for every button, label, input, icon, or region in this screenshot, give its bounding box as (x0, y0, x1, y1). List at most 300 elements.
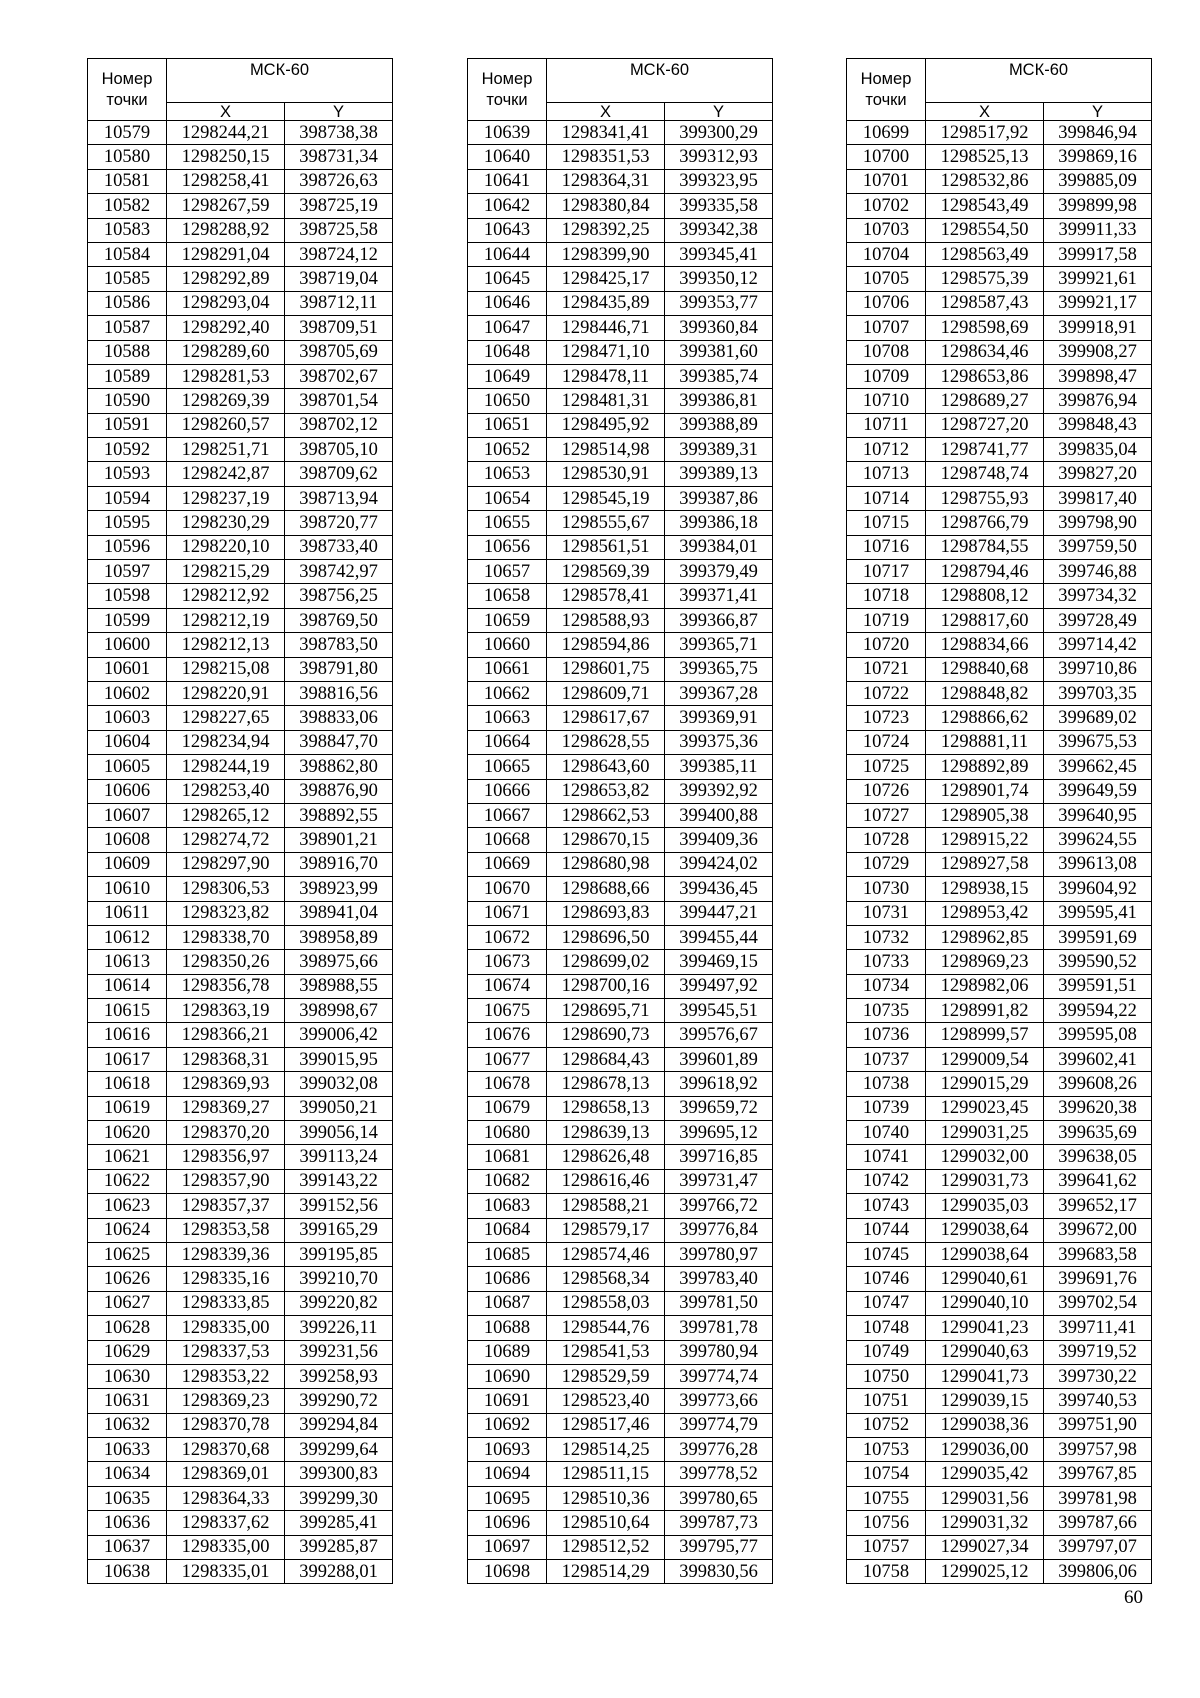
x-coordinate-cell: 1299025,12 (926, 1560, 1044, 1584)
x-coordinate-cell: 1298678,13 (547, 1072, 665, 1096)
y-coordinate-cell: 398756,25 (285, 584, 393, 608)
y-coordinate-cell: 399620,38 (1044, 1096, 1152, 1120)
y-coordinate-cell: 398702,12 (285, 413, 393, 437)
y-coordinate-cell: 399576,67 (665, 1023, 773, 1047)
y-coordinate-cell: 399384,01 (665, 535, 773, 559)
x-coordinate-cell: 1298356,78 (167, 974, 285, 998)
x-coordinate-cell: 1298514,29 (547, 1560, 665, 1584)
x-coordinate-cell: 1298297,90 (167, 852, 285, 876)
y-coordinate-cell: 399780,94 (665, 1340, 773, 1364)
y-coordinate-cell: 398719,04 (285, 267, 393, 291)
x-coordinate-cell: 1298575,39 (926, 267, 1044, 291)
x-coordinate-cell: 1298339,36 (167, 1242, 285, 1266)
y-coordinate-cell: 399787,73 (665, 1511, 773, 1535)
x-coordinate-cell: 1298265,12 (167, 803, 285, 827)
table-row (468, 1121, 773, 1145)
y-coordinate-cell: 399921,17 (1044, 291, 1152, 315)
point-number-cell: 10664 (468, 730, 547, 754)
table-row (88, 169, 393, 193)
table-row (847, 340, 1152, 364)
x-coordinate-cell: 1298335,01 (167, 1560, 285, 1584)
table-row (88, 316, 393, 340)
coord-system-header: МСК-60 (547, 59, 773, 103)
table-body (847, 121, 1152, 1584)
point-number-cell: 10681 (468, 1145, 547, 1169)
table-row (88, 657, 393, 681)
point-number-cell: 10647 (468, 316, 547, 340)
point-number-cell: 10589 (88, 364, 167, 388)
y-coordinate-cell: 399759,50 (1044, 535, 1152, 559)
point-number-cell: 10741 (847, 1145, 926, 1169)
x-coordinate-cell: 1298220,91 (167, 681, 285, 705)
y-coordinate-cell: 399258,93 (285, 1364, 393, 1388)
y-coordinate-cell: 399335,58 (665, 194, 773, 218)
x-coordinate-cell: 1298357,90 (167, 1169, 285, 1193)
point-number-cell: 10604 (88, 730, 167, 754)
point-number-cell: 10587 (88, 316, 167, 340)
table-row (468, 194, 773, 218)
point-number-cell: 10688 (468, 1316, 547, 1340)
point-number-cell: 10637 (88, 1535, 167, 1559)
table-row (88, 755, 393, 779)
coordinates-table-2 (467, 58, 773, 1584)
point-number-cell: 10718 (847, 584, 926, 608)
y-coordinate-cell: 399113,24 (285, 1145, 393, 1169)
table-row (468, 779, 773, 803)
y-coordinate-cell: 399220,82 (285, 1291, 393, 1315)
table-row (88, 681, 393, 705)
y-coordinate-cell: 399210,70 (285, 1267, 393, 1291)
point-number-cell: 10636 (88, 1511, 167, 1535)
point-number-cell: 10666 (468, 779, 547, 803)
y-coordinate-cell: 399917,58 (1044, 242, 1152, 266)
y-coordinate-cell: 399921,61 (1044, 267, 1152, 291)
y-coordinate-cell: 399365,71 (665, 633, 773, 657)
table-row (847, 950, 1152, 974)
table-row (468, 169, 773, 193)
y-coordinate-cell: 399469,15 (665, 950, 773, 974)
point-number-cell: 10755 (847, 1486, 926, 1510)
point-number-cell: 10691 (468, 1389, 547, 1413)
y-coordinate-cell: 399746,88 (1044, 560, 1152, 584)
point-number-cell: 10642 (468, 194, 547, 218)
point-number-cell: 10662 (468, 681, 547, 705)
y-coordinate-cell: 398733,40 (285, 535, 393, 559)
x-coordinate-cell: 1298517,46 (547, 1413, 665, 1437)
table-row (847, 852, 1152, 876)
table-row (847, 291, 1152, 315)
y-coordinate-cell: 398769,50 (285, 608, 393, 632)
table-row (847, 1121, 1152, 1145)
table-row (88, 1438, 393, 1462)
y-coordinate-cell: 399734,32 (1044, 584, 1152, 608)
y-coordinate-cell: 399757,98 (1044, 1438, 1152, 1462)
table-row (847, 779, 1152, 803)
y-coordinate-cell: 399497,92 (665, 974, 773, 998)
table-row (468, 121, 773, 145)
x-coordinate-cell: 1298693,83 (547, 901, 665, 925)
point-number-cell: 10715 (847, 511, 926, 535)
point-number-cell: 10738 (847, 1072, 926, 1096)
point-number-cell: 10674 (468, 974, 547, 998)
x-coordinate-cell: 1298748,74 (926, 462, 1044, 486)
point-number-cell: 10677 (468, 1047, 547, 1071)
y-coordinate-cell: 398724,12 (285, 242, 393, 266)
table-row (847, 169, 1152, 193)
x-coordinate-cell: 1299036,00 (926, 1438, 1044, 1462)
table-row (847, 194, 1152, 218)
x-coordinate-cell: 1298517,92 (926, 121, 1044, 145)
x-coordinate-cell: 1298337,53 (167, 1340, 285, 1364)
x-coordinate-cell: 1298227,65 (167, 706, 285, 730)
x-coordinate-cell: 1298478,11 (547, 364, 665, 388)
point-number-cell: 10673 (468, 950, 547, 974)
table-row (88, 608, 393, 632)
y-coordinate-cell: 399710,86 (1044, 657, 1152, 681)
table-row (468, 1438, 773, 1462)
y-coordinate-cell: 398998,67 (285, 999, 393, 1023)
y-coordinate-cell: 399783,40 (665, 1267, 773, 1291)
y-coordinate-cell: 399602,41 (1044, 1047, 1152, 1071)
point-number-cell: 10694 (468, 1462, 547, 1486)
y-coordinate-cell: 398958,89 (285, 925, 393, 949)
table-row (468, 291, 773, 315)
table-row (468, 1535, 773, 1559)
x-coordinate-cell: 1298568,34 (547, 1267, 665, 1291)
point-number-cell: 10696 (468, 1511, 547, 1535)
x-coordinate-cell: 1298626,48 (547, 1145, 665, 1169)
table-row (468, 999, 773, 1023)
x-coordinate-cell: 1298237,19 (167, 486, 285, 510)
point-number-cell: 10616 (88, 1023, 167, 1047)
x-coordinate-cell: 1298569,39 (547, 560, 665, 584)
point-number-cell: 10586 (88, 291, 167, 315)
table-row (847, 1486, 1152, 1510)
y-coordinate-cell: 399846,94 (1044, 121, 1152, 145)
y-coordinate-cell: 399781,98 (1044, 1486, 1152, 1510)
point-number-cell: 10626 (88, 1267, 167, 1291)
table-row (468, 1462, 773, 1486)
table-row (88, 1072, 393, 1096)
x-coordinate-cell: 1298848,82 (926, 681, 1044, 705)
point-number-cell: 10725 (847, 755, 926, 779)
x-coordinate-cell: 1298689,27 (926, 389, 1044, 413)
table-row (468, 706, 773, 730)
point-number-cell: 10608 (88, 828, 167, 852)
table-row (88, 1462, 393, 1486)
x-coordinate-cell: 1298658,13 (547, 1096, 665, 1120)
point-number-cell: 10682 (468, 1169, 547, 1193)
x-coordinate-cell: 1298258,41 (167, 169, 285, 193)
x-coordinate-cell: 1298288,92 (167, 218, 285, 242)
point-number-cell: 10632 (88, 1413, 167, 1437)
point-number-cell: 10671 (468, 901, 547, 925)
table-row (88, 1511, 393, 1535)
x-coordinate-cell: 1298628,55 (547, 730, 665, 754)
table-body (468, 121, 773, 1584)
x-coordinate-cell: 1298510,64 (547, 1511, 665, 1535)
table-row (88, 389, 393, 413)
point-number-cell: 10649 (468, 364, 547, 388)
point-number-cell: 10661 (468, 657, 547, 681)
table-row (468, 1340, 773, 1364)
y-coordinate-cell: 399350,12 (665, 267, 773, 291)
x-coordinate-cell: 1298281,53 (167, 364, 285, 388)
table-row (468, 755, 773, 779)
y-coordinate-cell: 399641,62 (1044, 1169, 1152, 1193)
table-row (468, 681, 773, 705)
point-number-cell: 10635 (88, 1486, 167, 1510)
x-coordinate-cell: 1298512,52 (547, 1535, 665, 1559)
point-number-cell: 10660 (468, 633, 547, 657)
table-row (88, 1218, 393, 1242)
point-number-cell: 10689 (468, 1340, 547, 1364)
table-row (847, 413, 1152, 437)
table-row (468, 828, 773, 852)
point-number-cell: 10737 (847, 1047, 926, 1071)
point-number-cell: 10711 (847, 413, 926, 437)
table-row (88, 242, 393, 266)
y-coordinate-cell: 399774,79 (665, 1413, 773, 1437)
point-number-cell: 10749 (847, 1340, 926, 1364)
table-row (468, 1242, 773, 1266)
y-column-header: Y (285, 103, 393, 121)
y-coordinate-cell: 399908,27 (1044, 340, 1152, 364)
point-number-cell: 10709 (847, 364, 926, 388)
x-coordinate-cell: 1299027,34 (926, 1535, 1044, 1559)
y-coordinate-cell: 398720,77 (285, 511, 393, 535)
table-row (468, 340, 773, 364)
y-coordinate-cell: 398816,56 (285, 681, 393, 705)
x-coordinate-cell: 1298351,53 (547, 145, 665, 169)
table-row (468, 657, 773, 681)
table-row (847, 486, 1152, 510)
table-row (88, 1267, 393, 1291)
x-column-header: X (167, 103, 285, 121)
y-coordinate-cell: 399595,08 (1044, 1023, 1152, 1047)
point-number-cell: 10591 (88, 413, 167, 437)
table-row (88, 877, 393, 901)
y-coordinate-cell: 399032,08 (285, 1072, 393, 1096)
y-coordinate-cell: 399918,91 (1044, 316, 1152, 340)
table-row (468, 1145, 773, 1169)
x-coordinate-cell: 1298481,31 (547, 389, 665, 413)
x-coordinate-cell: 1298881,11 (926, 730, 1044, 754)
point-number-cell: 10623 (88, 1194, 167, 1218)
x-coordinate-cell: 1298251,71 (167, 438, 285, 462)
table-row (88, 1291, 393, 1315)
x-coordinate-cell: 1298399,90 (547, 242, 665, 266)
coord-system-header: МСК-60 (167, 59, 393, 103)
point-number-cell: 10670 (468, 877, 547, 901)
x-coordinate-cell: 1298323,82 (167, 901, 285, 925)
x-coordinate-cell: 1298511,15 (547, 1462, 665, 1486)
x-coordinate-cell: 1299038,36 (926, 1413, 1044, 1437)
y-coordinate-cell: 399385,74 (665, 364, 773, 388)
point-number-cell: 10747 (847, 1291, 926, 1315)
y-coordinate-cell: 399613,08 (1044, 852, 1152, 876)
y-coordinate-cell: 399719,52 (1044, 1340, 1152, 1364)
y-coordinate-cell: 399806,06 (1044, 1560, 1152, 1584)
point-number-cell: 10748 (847, 1316, 926, 1340)
x-coordinate-cell: 1298561,51 (547, 535, 665, 559)
x-coordinate-cell: 1298212,19 (167, 608, 285, 632)
y-coordinate-cell: 398738,38 (285, 121, 393, 145)
x-coordinate-cell: 1298544,76 (547, 1316, 665, 1340)
x-coordinate-cell: 1298269,39 (167, 389, 285, 413)
y-coordinate-cell: 399703,35 (1044, 681, 1152, 705)
y-coordinate-cell: 399638,05 (1044, 1145, 1152, 1169)
y-coordinate-cell: 399447,21 (665, 901, 773, 925)
y-coordinate-cell: 399798,90 (1044, 511, 1152, 535)
point-number-cell: 10683 (468, 1194, 547, 1218)
point-number-cell: 10669 (468, 852, 547, 876)
x-coordinate-cell: 1298369,23 (167, 1389, 285, 1413)
y-coordinate-cell: 399386,81 (665, 389, 773, 413)
point-number-header: Номер точки (88, 59, 167, 121)
table-row (88, 560, 393, 584)
point-number-cell: 10615 (88, 999, 167, 1023)
page-number: 60 (1124, 1587, 1143, 1608)
point-number-cell: 10602 (88, 681, 167, 705)
point-number-cell: 10679 (468, 1096, 547, 1120)
table-row (847, 560, 1152, 584)
table-row (88, 535, 393, 559)
table-row (468, 364, 773, 388)
point-number-cell: 10651 (468, 413, 547, 437)
table-row (847, 803, 1152, 827)
y-coordinate-cell: 399776,28 (665, 1438, 773, 1462)
y-coordinate-cell: 398923,99 (285, 877, 393, 901)
table-row (847, 389, 1152, 413)
point-number-cell: 10684 (468, 1218, 547, 1242)
y-coordinate-cell: 398701,54 (285, 389, 393, 413)
table-row (88, 706, 393, 730)
table-row (468, 218, 773, 242)
y-coordinate-cell: 399781,78 (665, 1316, 773, 1340)
y-coordinate-cell: 399379,49 (665, 560, 773, 584)
y-coordinate-cell: 399827,20 (1044, 462, 1152, 486)
point-number-cell: 10594 (88, 486, 167, 510)
x-coordinate-cell: 1298927,58 (926, 852, 1044, 876)
point-number-cell: 10640 (468, 145, 547, 169)
y-column-header: Y (1044, 103, 1152, 121)
y-coordinate-cell: 399876,94 (1044, 389, 1152, 413)
y-coordinate-cell: 399780,97 (665, 1242, 773, 1266)
table-row (88, 413, 393, 437)
point-number-cell: 10708 (847, 340, 926, 364)
y-coordinate-cell: 399152,56 (285, 1194, 393, 1218)
x-coordinate-cell: 1298244,21 (167, 121, 285, 145)
y-coordinate-cell: 399300,83 (285, 1462, 393, 1486)
x-coordinate-cell: 1298680,98 (547, 852, 665, 876)
table-row (88, 291, 393, 315)
table-row (88, 1194, 393, 1218)
x-coordinate-cell: 1298335,16 (167, 1267, 285, 1291)
point-number-cell: 10710 (847, 389, 926, 413)
point-number-cell: 10654 (468, 486, 547, 510)
table-row (88, 828, 393, 852)
x-coordinate-cell: 1298588,93 (547, 608, 665, 632)
x-coordinate-cell: 1299031,56 (926, 1486, 1044, 1510)
point-number-cell: 10728 (847, 828, 926, 852)
point-number-cell: 10582 (88, 194, 167, 218)
table-row (468, 1511, 773, 1535)
table-row (468, 267, 773, 291)
y-coordinate-cell: 399195,85 (285, 1242, 393, 1266)
point-number-cell: 10751 (847, 1389, 926, 1413)
x-coordinate-cell: 1298292,89 (167, 267, 285, 291)
y-coordinate-cell: 398712,11 (285, 291, 393, 315)
x-coordinate-cell: 1298588,21 (547, 1194, 665, 1218)
table-row (88, 901, 393, 925)
y-coordinate-cell: 399312,93 (665, 145, 773, 169)
y-coordinate-cell: 399226,11 (285, 1316, 393, 1340)
point-number-cell: 10601 (88, 657, 167, 681)
y-coordinate-cell: 399436,45 (665, 877, 773, 901)
y-coordinate-cell: 399689,02 (1044, 706, 1152, 730)
table-row (847, 755, 1152, 779)
x-coordinate-cell: 1299041,73 (926, 1364, 1044, 1388)
point-number-cell: 10717 (847, 560, 926, 584)
table-row (88, 486, 393, 510)
point-number-cell: 10701 (847, 169, 926, 193)
point-number-cell: 10719 (847, 608, 926, 632)
point-number-cell: 10584 (88, 242, 167, 266)
y-coordinate-cell: 399299,30 (285, 1486, 393, 1510)
x-coordinate-cell: 1298291,04 (167, 242, 285, 266)
point-number-cell: 10698 (468, 1560, 547, 1584)
x-coordinate-cell: 1299031,25 (926, 1121, 1044, 1145)
point-number-cell: 10731 (847, 901, 926, 925)
table-row (88, 364, 393, 388)
y-coordinate-cell: 398876,90 (285, 779, 393, 803)
table-row (847, 1242, 1152, 1266)
point-number-cell: 10590 (88, 389, 167, 413)
point-number-cell: 10729 (847, 852, 926, 876)
table-row (847, 1023, 1152, 1047)
table-row (468, 535, 773, 559)
point-number-cell: 10592 (88, 438, 167, 462)
table-row (847, 1145, 1152, 1169)
point-number-cell: 10705 (847, 267, 926, 291)
point-number-cell: 10668 (468, 828, 547, 852)
y-coordinate-cell: 399385,11 (665, 755, 773, 779)
table-row (468, 438, 773, 462)
point-number-cell: 10659 (468, 608, 547, 632)
table-row (847, 828, 1152, 852)
y-coordinate-cell: 398862,80 (285, 755, 393, 779)
point-number-cell: 10730 (847, 877, 926, 901)
y-coordinate-cell: 399290,72 (285, 1389, 393, 1413)
coordinates-table-3 (846, 58, 1152, 1584)
y-coordinate-cell: 399797,07 (1044, 1535, 1152, 1559)
y-coordinate-cell: 399766,72 (665, 1194, 773, 1218)
x-coordinate-cell: 1298999,57 (926, 1023, 1044, 1047)
point-number-cell: 10739 (847, 1096, 926, 1120)
table-row (88, 584, 393, 608)
table-row (88, 1413, 393, 1437)
x-column-header: X (926, 103, 1044, 121)
x-coordinate-cell: 1298392,25 (547, 218, 665, 242)
table-row (88, 1047, 393, 1071)
table-row (847, 608, 1152, 632)
y-coordinate-cell: 399899,98 (1044, 194, 1152, 218)
table-row (847, 1096, 1152, 1120)
point-number-cell: 10593 (88, 462, 167, 486)
point-number-cell: 10629 (88, 1340, 167, 1364)
x-coordinate-cell: 1298953,42 (926, 901, 1044, 925)
